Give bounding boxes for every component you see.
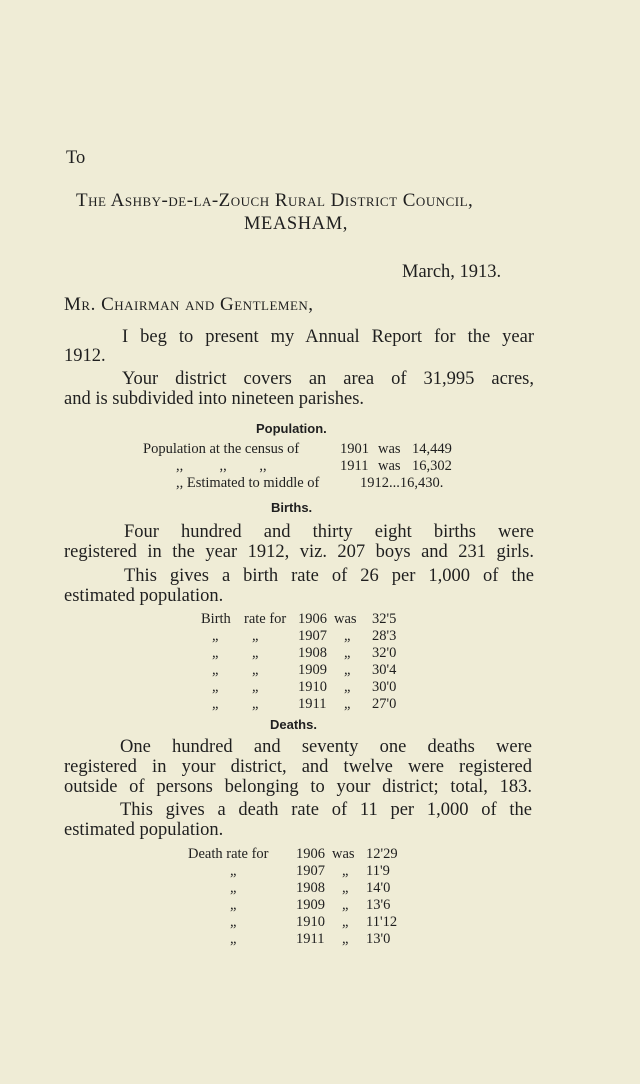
table-cell: „ bbox=[342, 897, 349, 913]
population-heading: Population. bbox=[256, 421, 327, 436]
table-cell: Death rate for bbox=[188, 846, 269, 862]
table-cell: 30'4 bbox=[372, 662, 397, 678]
table-cell: „ bbox=[342, 880, 349, 896]
table-cell: ,, ,, ,, bbox=[176, 458, 267, 474]
table-cell: „ bbox=[342, 931, 349, 947]
place: MEASHAM, bbox=[244, 214, 348, 234]
date: March, 1913. bbox=[402, 262, 502, 282]
table-cell: 1908 bbox=[296, 880, 325, 896]
table-cell: „ bbox=[252, 696, 259, 712]
table-cell: „ bbox=[212, 679, 219, 695]
table-cell: 13'0 bbox=[366, 931, 391, 947]
table-cell: „ bbox=[342, 863, 349, 879]
deaths-para1-line2: registered in your district, and twelve were registered bbox=[64, 757, 532, 777]
deaths-para1-line3: outside of persons belonging to your district; total, 183. bbox=[64, 777, 532, 797]
births-para1-line1: Four hundred and thirty eight births were bbox=[124, 522, 534, 542]
deaths-para1-line1: One hundred and seventy one deaths were bbox=[120, 737, 532, 757]
table-cell: 1907 bbox=[296, 863, 325, 879]
births-para2-line2: estimated population. bbox=[64, 586, 224, 606]
births-heading: Births. bbox=[271, 500, 313, 515]
salutation: Mr. Chairman and Gentlemen, bbox=[64, 294, 314, 315]
table-cell: „ bbox=[344, 645, 351, 661]
table-cell: 1901 bbox=[340, 441, 369, 457]
area-line-1: Your district covers an area of 31,995 acres, bbox=[122, 369, 534, 389]
table-cell: 1912...16,430. bbox=[360, 475, 444, 491]
addressee: The Ashby-de-la-Zouch Rural District Council, bbox=[76, 190, 474, 211]
table-cell: „ bbox=[212, 645, 219, 661]
table-cell: 1906 bbox=[296, 846, 325, 862]
table-cell: was bbox=[332, 846, 355, 862]
table-cell: 12'29 bbox=[366, 846, 398, 862]
table-cell: 1911 bbox=[296, 931, 325, 947]
table-cell: 16,302 bbox=[412, 458, 452, 474]
table-cell: 14'0 bbox=[366, 880, 391, 896]
table-cell: Population at the census of bbox=[143, 441, 300, 457]
deaths-para2-line1: This gives a death rate of 11 per 1,000 of the bbox=[120, 800, 532, 820]
table-cell: 1911 bbox=[298, 696, 327, 712]
table-cell: 1907 bbox=[298, 628, 327, 644]
table-cell: „ bbox=[252, 679, 259, 695]
table-cell: „ bbox=[252, 628, 259, 644]
table-cell: 11'9 bbox=[366, 863, 390, 879]
intro-line-1: I beg to present my Annual Report for the year bbox=[122, 327, 534, 347]
table-cell: „ bbox=[344, 679, 351, 695]
table-cell: was bbox=[378, 458, 401, 474]
table-cell: 1910 bbox=[298, 679, 327, 695]
table-cell: rate for bbox=[244, 611, 287, 627]
table-cell: „ bbox=[212, 696, 219, 712]
table-cell: 1908 bbox=[298, 645, 327, 661]
table-cell: 1906 bbox=[298, 611, 327, 627]
intro-line-2: 1912. bbox=[64, 346, 106, 366]
table-cell: 13'6 bbox=[366, 897, 391, 913]
table-cell: 1911 bbox=[340, 458, 369, 474]
table-cell: „ bbox=[252, 645, 259, 661]
table-cell: 1910 bbox=[296, 914, 325, 930]
table-cell: „ bbox=[230, 880, 237, 896]
deaths-heading: Deaths. bbox=[270, 717, 317, 732]
births-para1-line2: registered in the year 1912, viz. 207 boys and 231 girls. bbox=[64, 542, 534, 562]
table-cell: 1909 bbox=[296, 897, 325, 913]
table-cell: „ bbox=[212, 662, 219, 678]
table-cell: was bbox=[334, 611, 357, 627]
table-cell: „ bbox=[230, 897, 237, 913]
area-line-2: and is subdivided into nineteen parishes. bbox=[64, 389, 365, 409]
table-cell: „ bbox=[212, 628, 219, 644]
table-cell: 32'0 bbox=[372, 645, 397, 661]
births-para2-line1: This gives a birth rate of 26 per 1,000 of the bbox=[124, 566, 534, 586]
table-cell: 11'12 bbox=[366, 914, 398, 930]
to-line: To bbox=[66, 148, 86, 168]
table-cell: was bbox=[378, 441, 401, 457]
table-cell: 1909 bbox=[298, 662, 327, 678]
deaths-para2-line2: estimated population. bbox=[64, 820, 224, 840]
table-cell: 14,449 bbox=[412, 441, 452, 457]
table-cell: „ bbox=[230, 931, 237, 947]
table-cell: „ bbox=[344, 662, 351, 678]
table-cell: „ bbox=[230, 914, 237, 930]
table-cell: „ bbox=[342, 914, 349, 930]
table-cell: Birth bbox=[201, 611, 231, 627]
table-cell: 27'0 bbox=[372, 696, 397, 712]
table-cell: „ bbox=[252, 662, 259, 678]
table-cell: „ bbox=[344, 696, 351, 712]
table-cell: 28'3 bbox=[372, 628, 397, 644]
table-cell: ,, Estimated to middle of bbox=[176, 475, 320, 491]
table-cell: „ bbox=[230, 863, 237, 879]
table-cell: „ bbox=[344, 628, 351, 644]
table-cell: 30'0 bbox=[372, 679, 397, 695]
table-cell: 32'5 bbox=[372, 611, 397, 627]
